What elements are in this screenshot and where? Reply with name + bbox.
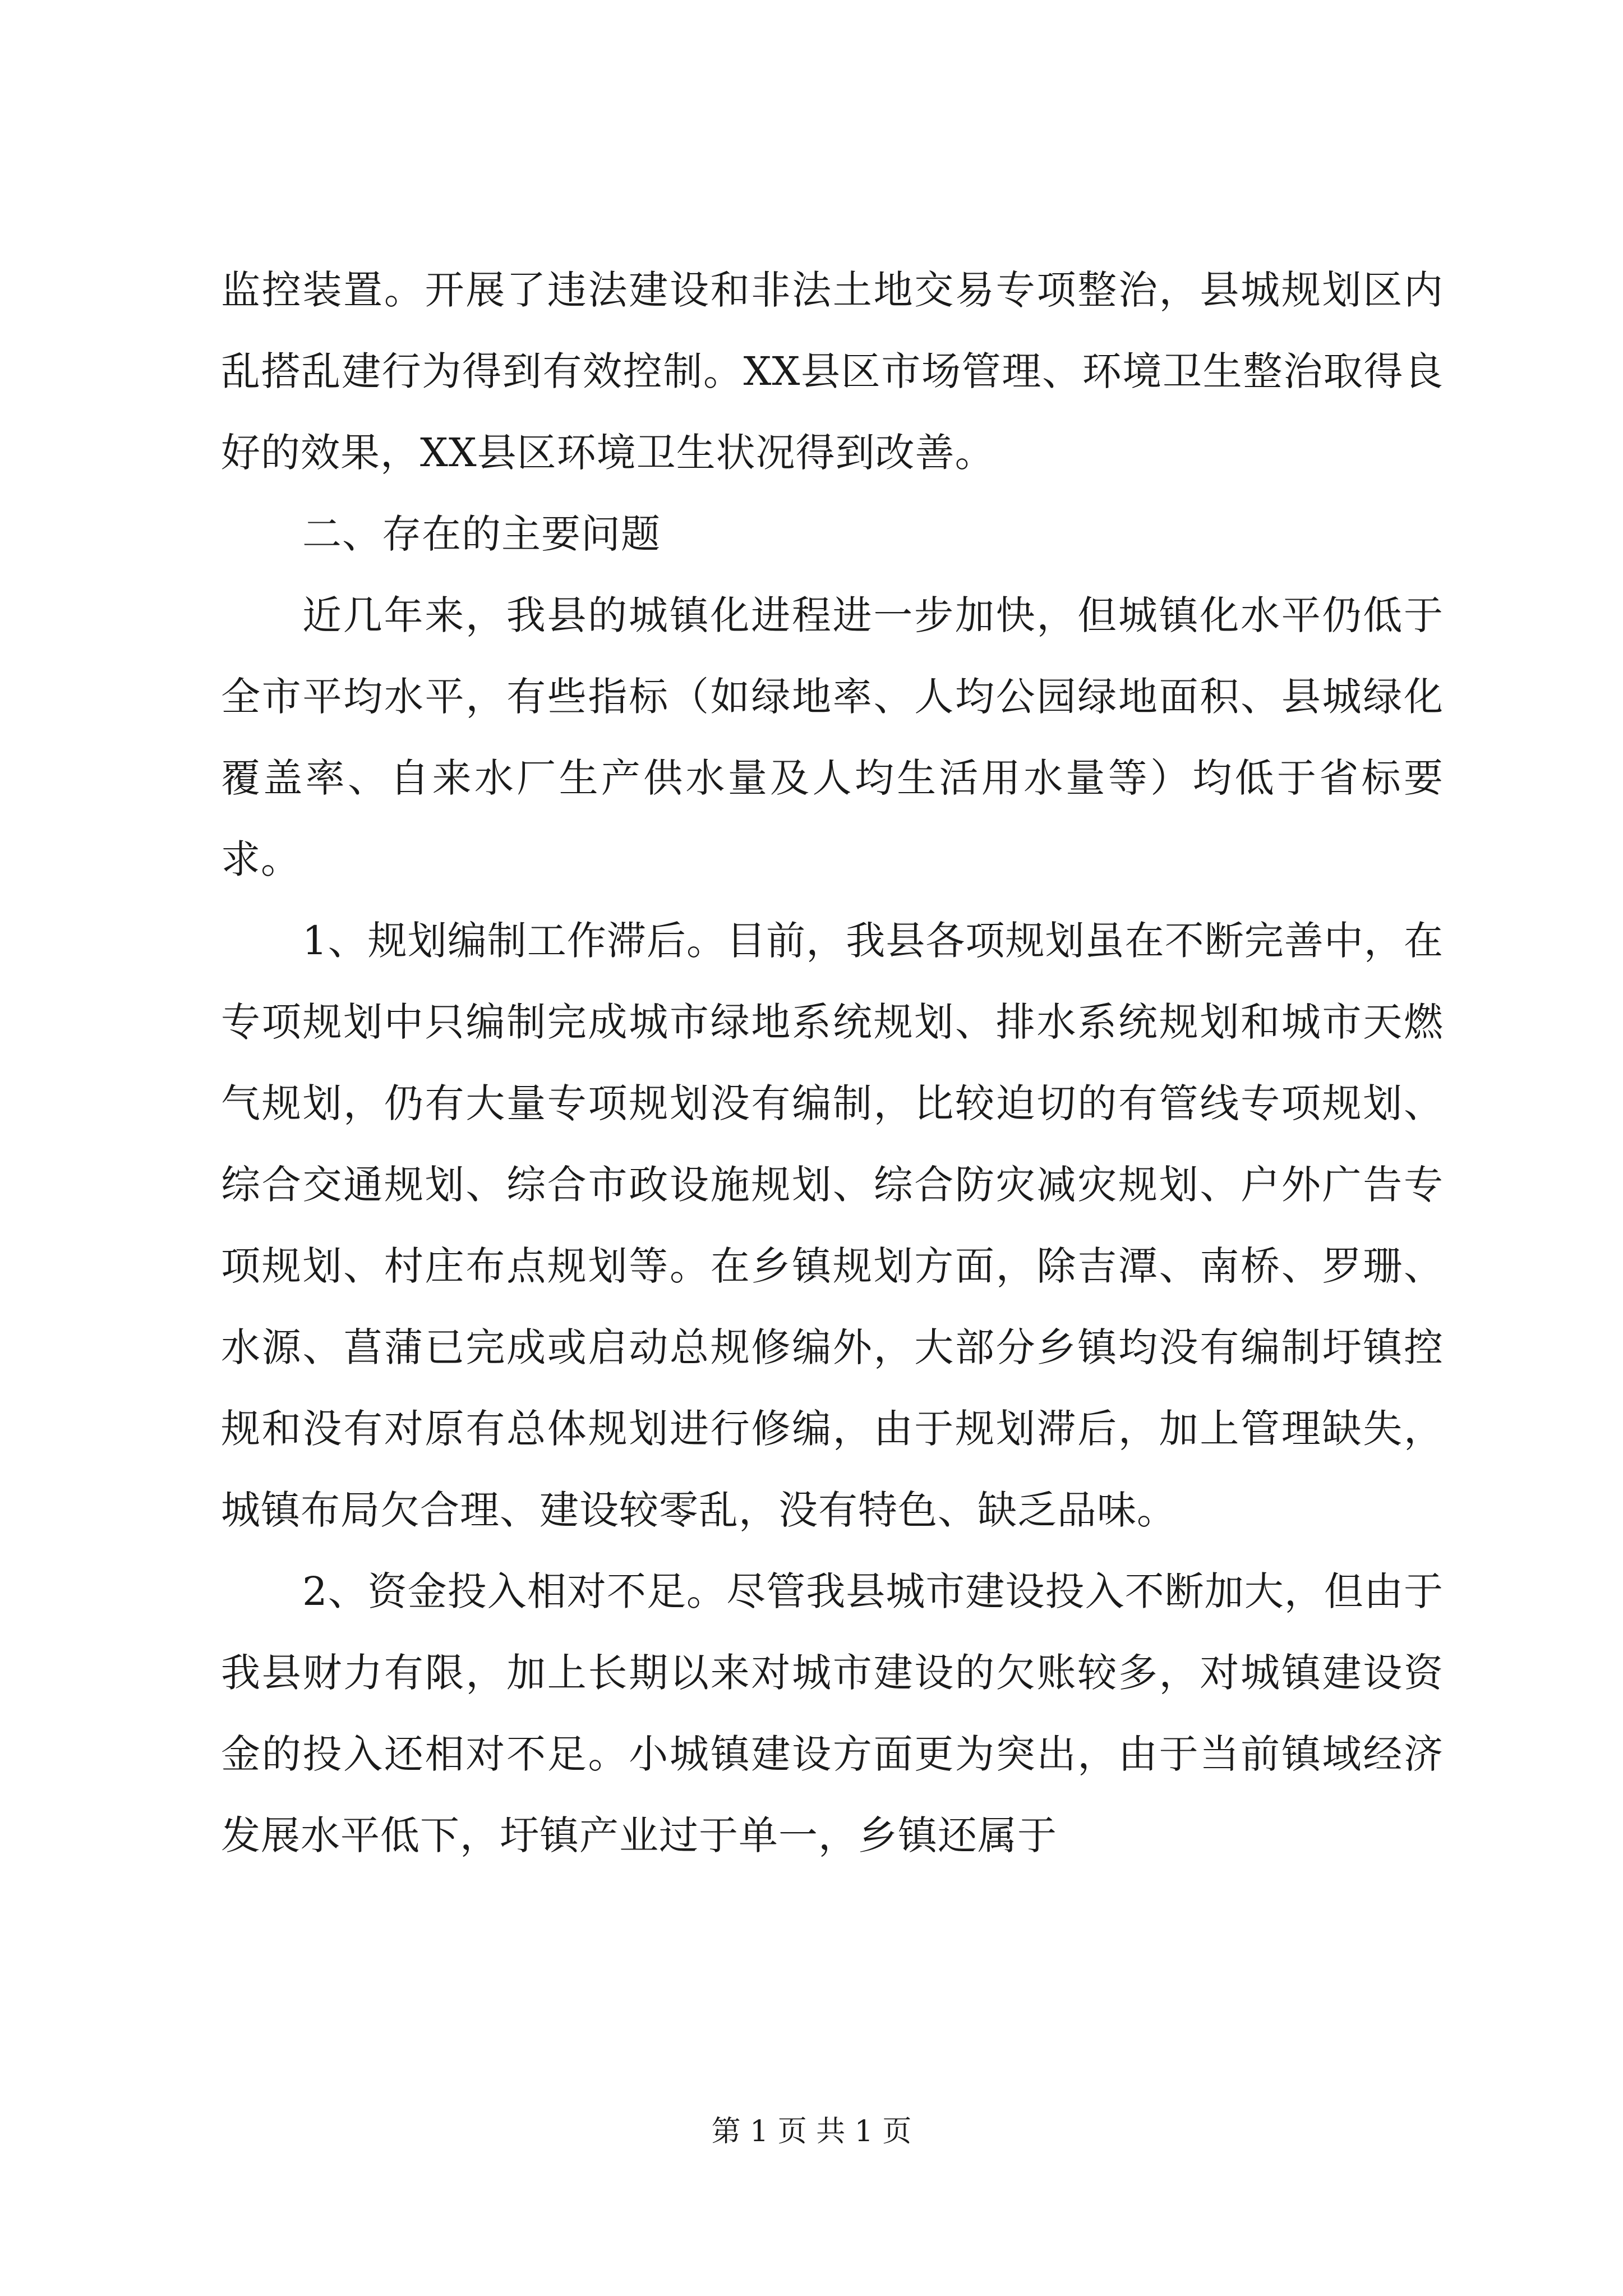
paragraph: 近几年来，我县的城镇化进程进一步加快，但城镇化水平仍低于全市平均水平，有些指标（如绿地率、人均公园绿地面积、县城绿化覆盖率、自来水厂生产供水量及人均生活用水量等）均低于省标要求。 xyxy=(221,592,1444,882)
section-heading: 二、存在的主要问题 xyxy=(302,511,661,557)
paragraph: 2、资金投入相对不足。尽管我县城市建设投入不断加大，但由于我县财力有限，加上长期以来对城市建设的欠账较多，对城镇建设资金的投入还相对不足。小城镇建设方面更为突出，由于当前镇域经济发展水平低下，圩镇产业过于单一，乡镇还属于 xyxy=(221,1568,1444,1858)
paragraph: 1、规划编制工作滞后。目前，我县各项规划虽在不断完善中，在专项规划中只编制完成城市绿地系统规划、排水系统规划和城市天燃气规划，仍有大量专项规划没有编制，比较迫切的有管线专项规划、综合交通规划、综合市政设施规划、综合防灾减灾规划、户外广告专项规划、村庄布点规划等。在乡镇规划方面，除吉潭、南桥、罗珊、水源、菖蒲已完成或启动总规修编外，大部分乡镇均没有编制圩镇控规和没有对原有总体规划进行修编，由于规划滞后，加上管理缺失，城镇布局欠合理、建设较零乱，没有特色、缺乏品味。 xyxy=(221,918,1444,1533)
document-body xyxy=(221,250,1444,1876)
page-footer: 第 1 页 共 1 页 xyxy=(711,2115,912,2148)
paragraph: 监控装置。开展了违法建设和非法土地交易专项整治，县城规划区内乱搭乱建行为得到有效控制。XX县区市场管理、环境卫生整治取得良好的效果，XX县区环境卫生状况得到改善。 xyxy=(221,267,1444,476)
